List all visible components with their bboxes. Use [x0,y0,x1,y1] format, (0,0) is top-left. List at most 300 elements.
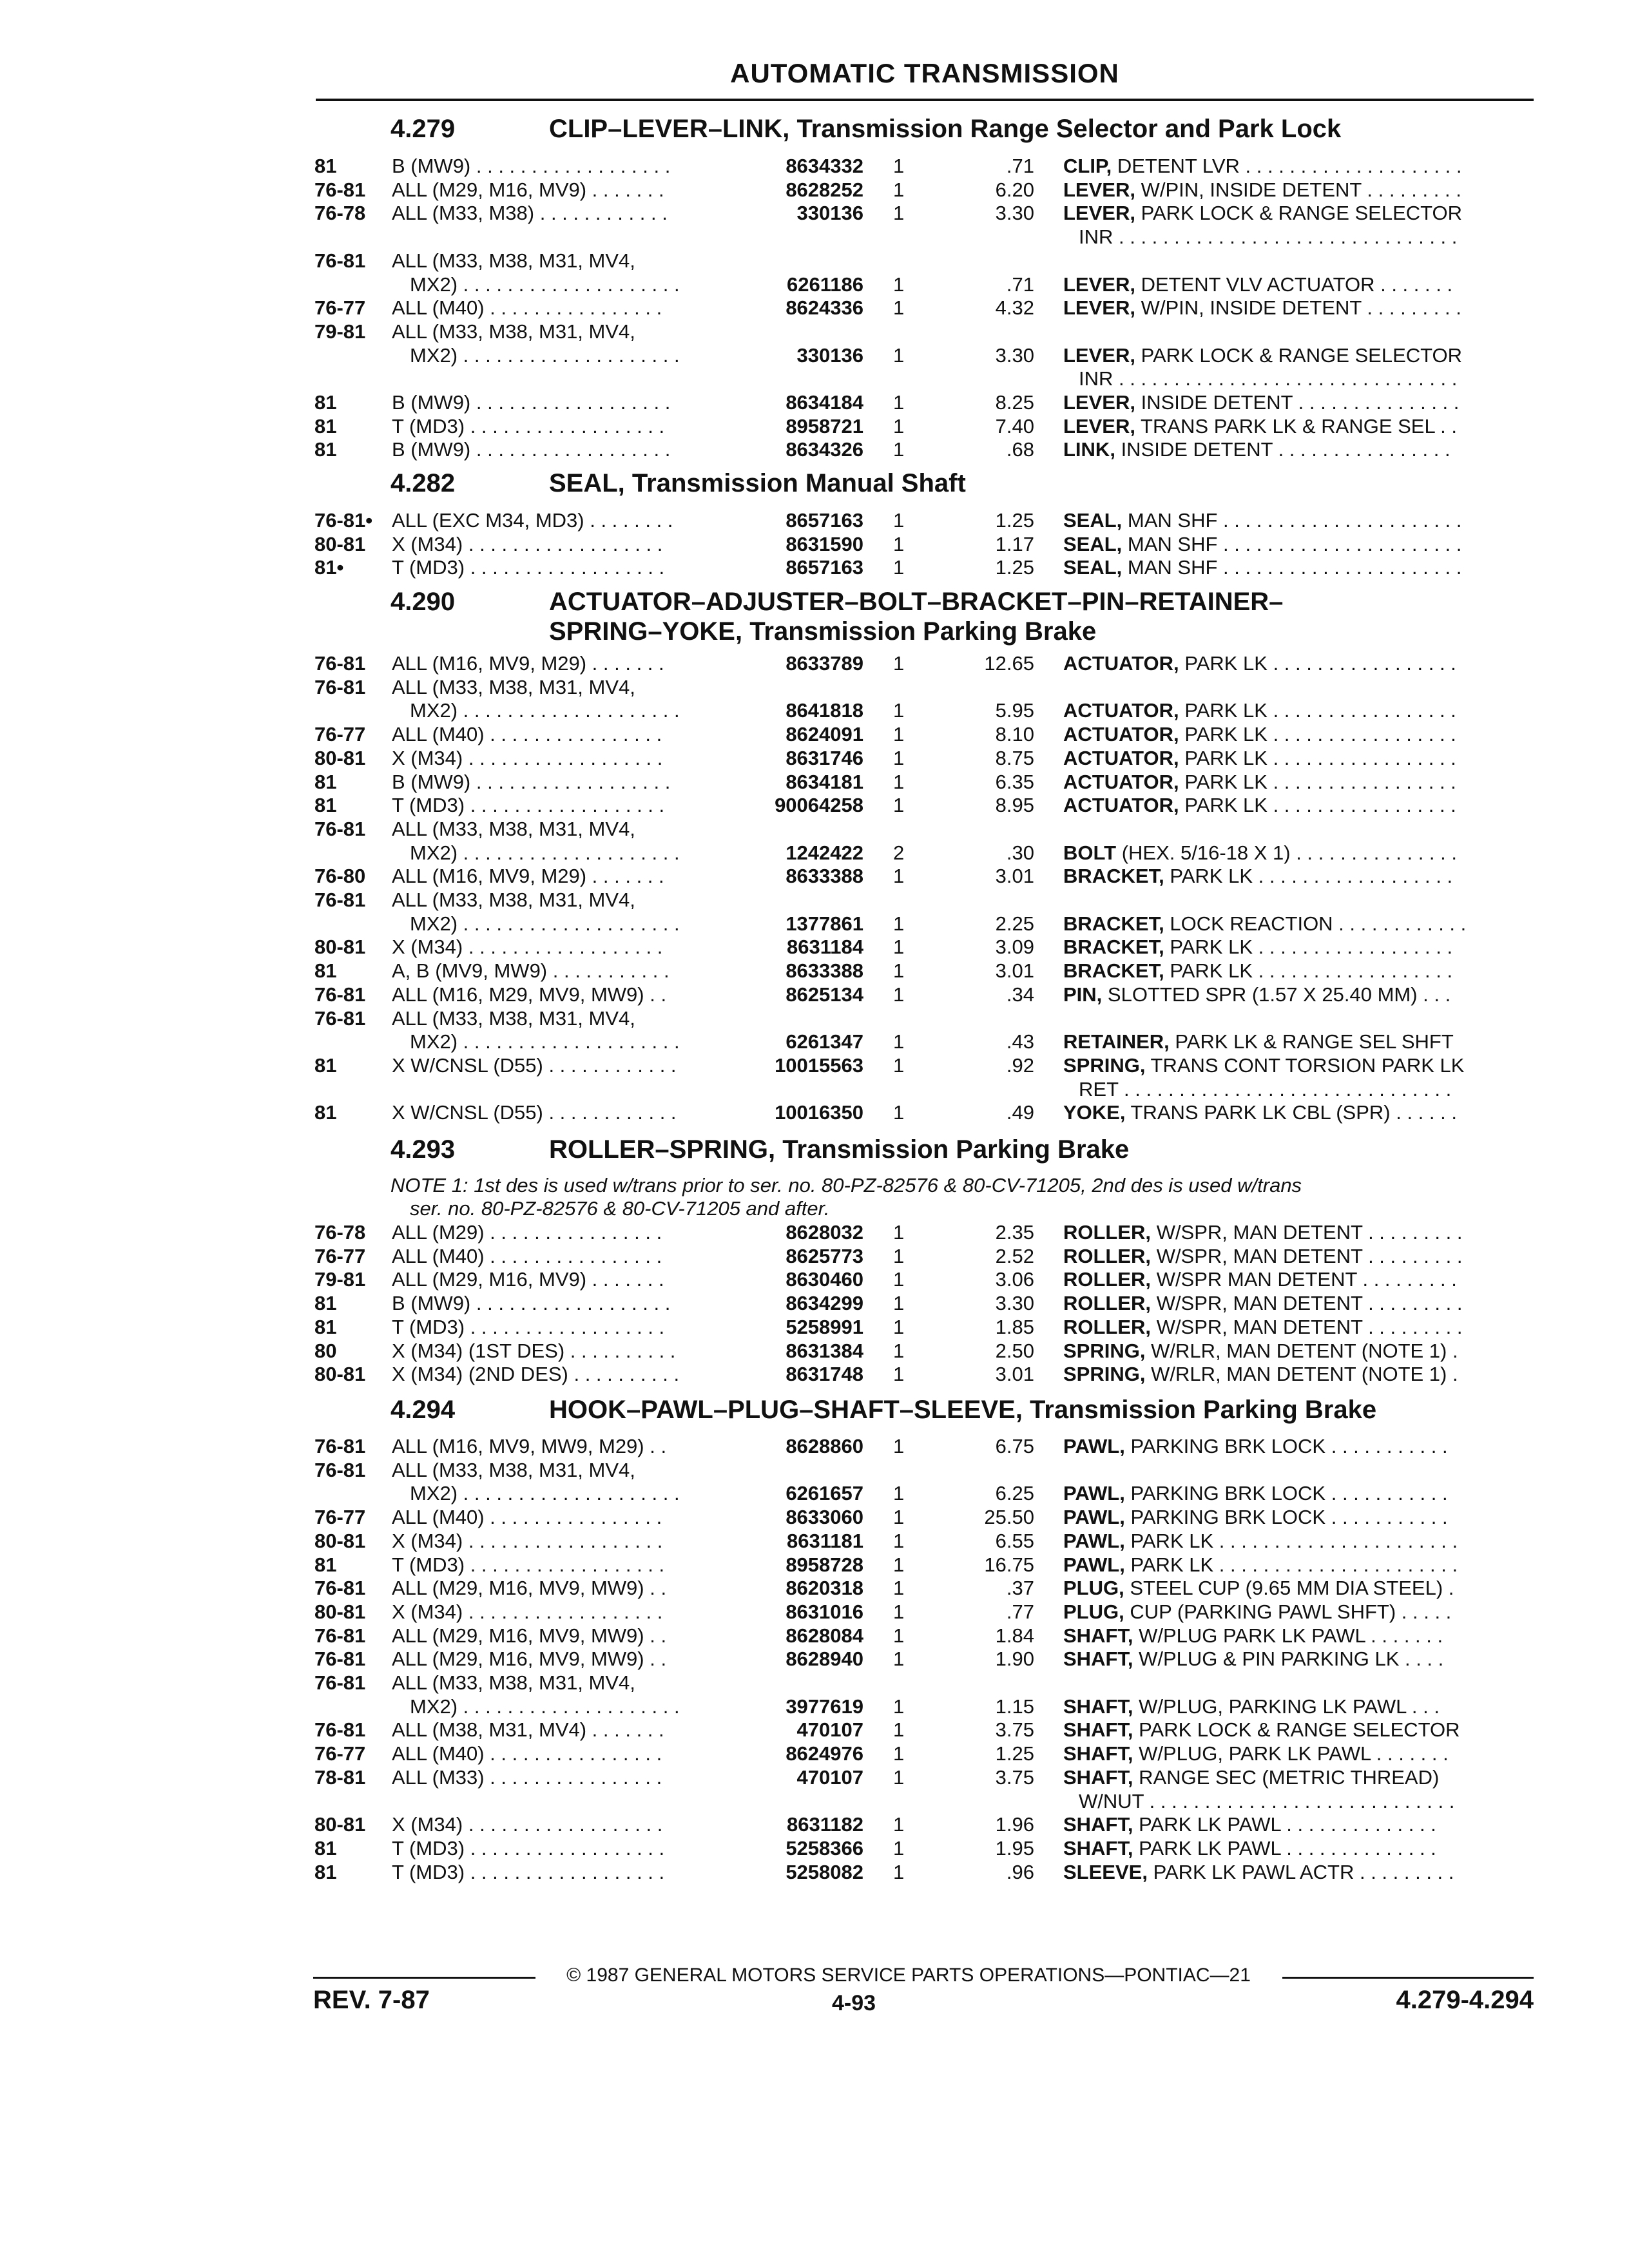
model-year: 81 [314,1053,337,1077]
application: T (MD3) . . . . . . . . . . . . . . . . . . [392,1315,665,1338]
section-number: 4.282 [390,469,456,497]
part-name: PIN, [1063,983,1103,1006]
application: T (MD3) . . . . . . . . . . . . . . . . . . [392,1860,665,1883]
section-note: NOTE 1: 1st des is used w/trans prior to ser. no. 80-PZ-82576 & 80-CV-71205, 2nd des is used w/trans [390,1174,1302,1196]
quantity: 1 [893,746,905,769]
part-name: PAWL, [1063,1553,1125,1576]
part-detail: PARK LK PAWL . . . . . . . . . . . . . . [1139,1813,1436,1836]
price: 1.90 [995,1648,1034,1671]
application: ALL (M33, M38, M31, MV4, [392,889,635,911]
part-name: PAWL, [1063,1435,1125,1457]
part-number: 8958721 [786,414,863,437]
model-year: 78-81 [314,1765,366,1789]
application: MX2) . . . . . . . . . . . . . . . . . . . . [410,841,680,864]
part-name: ROLLER, [1063,1221,1152,1244]
quantity: 1 [893,1813,905,1836]
application: ALL (M29, M16, MV9, MW9) . . [392,1648,667,1671]
quantity: 1 [893,155,905,177]
application: MX2) . . . . . . . . . . . . . . . . . . . . [410,912,680,935]
part-description [1063,936,1522,959]
part-number: 8628940 [786,1648,863,1671]
price: 1.96 [995,1813,1034,1836]
parts-row [0,1600,1629,1624]
application: ALL (M33, M38, M31, MV4, [392,249,635,272]
part-name: LEVER, [1063,391,1135,414]
application: A, B (MV9, MW9) . . . . . . . . . . . [392,959,670,983]
quantity: 1 [893,343,905,367]
price: 6.75 [995,1435,1034,1457]
quantity: 1 [893,1506,905,1529]
model-year: 81 [314,770,337,793]
part-number: 8641818 [786,699,863,722]
price: 1.95 [995,1836,1034,1860]
application: ALL (M38, M31, MV4) . . . . . . . [392,1718,664,1742]
parts-row [0,178,1629,202]
parts-row [0,699,1629,722]
part-name: PLUG, [1063,1577,1124,1600]
part-number: 1242422 [786,841,863,864]
price: .34 [1006,983,1034,1006]
part-description [1079,1790,1522,1813]
parts-row [0,249,1629,273]
application: X (M34) . . . . . . . . . . . . . . . . . . [392,1529,663,1552]
part-detail: PARK LK . . . . . . . . . . . . . . . . . [1184,699,1456,722]
part-description [1063,771,1522,794]
part-name: LEVER, [1063,202,1135,225]
application: B (MW9) . . . . . . . . . . . . . . . . . . [392,770,671,793]
application: MX2) . . . . . . . . . . . . . . . . . . . . [410,699,680,722]
part-number: 8620318 [786,1577,863,1600]
quantity: 1 [893,1101,905,1124]
part-detail: INR . . . . . . . . . . . . . . . . . . . . . . . . . . . . . . . [1079,226,1458,249]
quantity: 1 [893,273,905,296]
part-name: SHAFT, [1063,1765,1133,1789]
model-year: 81 [314,1553,337,1576]
parts-row [0,1766,1629,1789]
part-name: LINK, [1063,438,1115,461]
part-detail: PARKING BRK LOCK . . . . . . . . . . . [1130,1506,1448,1529]
parts-row [0,794,1629,817]
part-detail: W/RLR, MAN DETENT (NOTE 1) . [1151,1363,1458,1386]
quantity: 1 [893,983,905,1006]
section-number: 4.279 [390,115,456,143]
model-year: 76-77 [314,723,366,746]
part-description [1063,1742,1522,1765]
part-name: ACTUATOR, [1063,723,1179,746]
part-description [1063,1221,1522,1244]
footer-copyright: © 1987 GENERAL MOTORS SERVICE PARTS OPERATIONS—PONTIAC—21 [566,1965,1251,1986]
application: X (M34) . . . . . . . . . . . . . . . . . . [392,532,663,555]
part-number: 8633060 [786,1506,863,1529]
price: .37 [1006,1577,1034,1600]
model-year: 76-81 [314,1006,366,1030]
model-year: 79-81 [314,320,366,343]
quantity: 2 [893,841,905,864]
part-detail: W/PLUG, PARKING LK PAWL . . . [1139,1695,1440,1718]
part-detail: PARK LOCK & RANGE SELECTOR [1141,202,1463,225]
price: 1.17 [995,532,1034,555]
quantity: 1 [893,509,905,532]
part-detail: PARK LK . . . . . . . . . . . . . . . . . [1184,770,1456,793]
application: B (MW9) . . . . . . . . . . . . . . . . . . [392,1292,671,1315]
model-year: 76-81 [314,1435,366,1457]
price: .77 [1006,1600,1034,1623]
part-detail: CUP (PARKING PAWL SHFT) . . . . . [1130,1600,1452,1623]
part-name: LEVER, [1063,343,1135,367]
part-description [1063,1292,1522,1315]
part-detail: PARK LK . . . . . . . . . . . . . . . . . . . . . . [1130,1553,1458,1576]
part-description [1063,1506,1522,1529]
model-year: 76-81 [314,652,366,675]
quantity: 1 [893,723,905,746]
part-description [1063,1600,1522,1624]
part-number: 90064258 [775,794,863,817]
application: X (M34) . . . . . . . . . . . . . . . . . . [392,1813,663,1836]
price: 2.50 [995,1339,1034,1362]
model-year: 76-77 [314,1244,366,1267]
parts-row [0,556,1629,579]
part-description [1063,438,1522,461]
application: ALL (M33, M38) . . . . . . . . . . . . [392,202,668,225]
part-name: ACTUATOR, [1063,770,1179,793]
part-number: 8631590 [786,532,863,555]
model-year: 76-81 [314,1458,366,1481]
model-year: 76-81 [314,1671,366,1694]
application: ALL (M16, MV9, M29) . . . . . . . [392,652,664,675]
part-number: 10016350 [775,1101,863,1124]
part-name: ROLLER, [1063,1292,1152,1315]
part-number: 8631748 [786,1363,863,1386]
model-year: 76-81 [314,1648,366,1671]
application: ALL (M33, M38, M31, MV4, [392,817,635,840]
parts-row [0,1459,1629,1482]
part-name: PAWL, [1063,1482,1125,1505]
application: X (M34) (1ST DES) . . . . . . . . . . [392,1339,676,1362]
price: 8.25 [995,391,1034,414]
part-description [1063,1363,1522,1386]
part-number: 6261186 [787,273,863,296]
part-description [1063,1861,1522,1884]
price: 3.01 [995,959,1034,983]
part-description [1063,1695,1522,1718]
part-number: 8631182 [787,1813,863,1836]
quantity: 1 [893,1742,905,1765]
part-name: ACTUATOR, [1063,746,1179,769]
part-name: BRACKET, [1063,912,1164,935]
quantity: 1 [893,936,905,959]
part-description [1079,226,1522,249]
application: MX2) . . . . . . . . . . . . . . . . . . . . [410,343,680,367]
price: 3.30 [995,343,1034,367]
section-name: ROLLER–SPRING, Transmission Parking Brake [549,1135,1130,1164]
quantity: 1 [893,1718,905,1742]
part-name: PAWL, [1063,1529,1125,1552]
parts-row [0,1363,1629,1386]
quantity: 1 [893,1553,905,1576]
price: 1.15 [995,1695,1034,1718]
part-detail: W/PLUG, PARK LK PAWL . . . . . . . [1139,1742,1449,1765]
parts-row [0,1553,1629,1577]
model-year: 80-81 [314,532,366,555]
part-detail: PARK LK PAWL . . . . . . . . . . . . . . [1139,1836,1436,1860]
part-name: BOLT [1063,841,1117,864]
part-number: 6261657 [786,1482,863,1505]
parts-row [0,155,1629,178]
application: ALL (M33, M38, M31, MV4, [392,1671,635,1694]
part-description [1063,652,1522,675]
price: 2.52 [995,1244,1034,1267]
application: ALL (M40) . . . . . . . . . . . . . . . . [392,1506,662,1529]
parts-row [0,936,1629,959]
part-description [1063,1577,1522,1600]
part-name: ROLLER, [1063,1244,1152,1267]
part-description [1063,1030,1522,1053]
part-name: YOKE, [1063,1101,1126,1124]
part-description [1063,1718,1522,1742]
quantity: 1 [893,1529,905,1552]
quantity: 1 [893,438,905,461]
price: .30 [1006,841,1034,864]
parts-row [0,1078,1629,1101]
section-number: 4.290 [390,588,456,616]
part-name: SHAFT, [1063,1742,1133,1765]
application: ALL (M33, M38, M31, MV4, [392,1006,635,1030]
part-name: SHAFT, [1063,1624,1133,1647]
part-number: 3977619 [786,1695,863,1718]
price: 3.06 [995,1268,1034,1291]
part-number: 8628860 [786,1435,863,1457]
parts-row [0,1813,1629,1836]
part-number: 8630460 [786,1268,863,1291]
section-number: 4.294 [390,1396,456,1424]
model-year: 76-81 [314,1577,366,1600]
model-year: 76-77 [314,1742,366,1765]
part-name: SHAFT, [1063,1813,1133,1836]
part-number: 8633388 [786,959,863,983]
model-year: 76-81 [314,1624,366,1647]
application: ALL (M16, MV9, M29) . . . . . . . [392,865,664,888]
quantity: 1 [893,1244,905,1267]
part-detail: W/SPR MAN DETENT . . . . . . . . . [1156,1268,1457,1291]
model-year: 76-77 [314,296,366,320]
application: T (MD3) . . . . . . . . . . . . . . . . . . [392,794,665,817]
part-name: SHAFT, [1063,1718,1133,1742]
part-description [1063,1813,1522,1836]
part-detail: PARK LK & RANGE SEL SHFT [1175,1030,1454,1053]
parts-row [0,1101,1629,1124]
model-year: 80-81 [314,1529,366,1552]
model-year: 81 [314,414,337,437]
part-description [1063,912,1522,936]
part-name: SPRING, [1063,1363,1146,1386]
part-description [1063,747,1522,770]
price: .92 [1006,1053,1034,1077]
price: 3.30 [995,202,1034,225]
part-number: 8624336 [786,296,863,320]
part-description [1063,1245,1522,1268]
quantity: 1 [893,1577,905,1600]
part-detail: PARK LK . . . . . . . . . . . . . . . . . [1184,746,1456,769]
application: MX2) . . . . . . . . . . . . . . . . . . . . [410,273,680,296]
part-detail: PARK LOCK & RANGE SELECTOR [1139,1718,1460,1742]
model-year: 76-81 [314,817,366,840]
price: 3.01 [995,1363,1034,1386]
part-detail: PARK LK . . . . . . . . . . . . . . . . . [1184,652,1456,675]
footer-page-number: 4-93 [831,1991,876,2015]
parts-row [0,367,1629,390]
part-description [1063,841,1522,865]
part-name: BRACKET, [1063,865,1164,888]
part-number: 8631384 [786,1339,863,1362]
parts-row [0,1221,1629,1244]
quantity: 1 [893,1482,905,1505]
part-name: SLEEVE, [1063,1860,1148,1883]
parts-row [0,1482,1629,1505]
quantity: 1 [893,912,905,935]
quantity: 1 [893,1030,905,1053]
part-name: ACTUATOR, [1063,699,1179,722]
model-year: 76-81 [314,889,366,911]
part-number: 8657163 [786,556,863,579]
application: ALL (M40) . . . . . . . . . . . . . . . . [392,296,662,320]
part-description [1063,1624,1522,1648]
price: 7.40 [995,414,1034,437]
part-number: 8628084 [786,1624,863,1647]
application: B (MW9) . . . . . . . . . . . . . . . . . . [392,438,671,461]
part-description [1063,556,1522,579]
model-year: 80-81 [314,1600,366,1623]
parts-row [0,344,1629,367]
price: 3.75 [995,1765,1034,1789]
part-description [1063,794,1522,817]
model-year: 76-81 [314,249,366,272]
part-number: 330136 [796,343,863,367]
part-detail: INSIDE DETENT . . . . . . . . . . . . . . . . [1121,438,1451,461]
part-description [1063,296,1522,320]
part-detail: PARK LK . . . . . . . . . . . . . . . . . . [1170,959,1453,983]
application: B (MW9) . . . . . . . . . . . . . . . . . . [392,391,671,414]
application: T (MD3) . . . . . . . . . . . . . . . . . . [392,1836,665,1860]
part-detail: TRANS CONT TORSION PARK LK [1150,1053,1465,1077]
application: ALL (M33, M38, M31, MV4, [392,675,635,698]
quantity: 1 [893,794,905,817]
part-description [1063,1316,1522,1339]
parts-row [0,912,1629,936]
model-year: 81 [314,1836,337,1860]
model-year: 80-81 [314,1363,366,1386]
model-year: 80 [314,1339,337,1362]
parts-row [0,296,1629,320]
parts-row [0,1648,1629,1671]
quantity: 1 [893,1600,905,1623]
part-number: 8625773 [786,1244,863,1267]
part-detail: W/SPR, MAN DETENT . . . . . . . . . [1156,1244,1463,1267]
price: 1.25 [995,556,1034,579]
part-name: LEVER, [1063,414,1135,437]
model-year: 81 [314,794,337,817]
parts-row [0,1695,1629,1718]
model-year: 79-81 [314,1268,366,1291]
application: X (M34) (2ND DES) . . . . . . . . . . [392,1363,680,1386]
application: ALL (M40) . . . . . . . . . . . . . . . . [392,1244,662,1267]
application: ALL (M29, M16, MV9) . . . . . . . [392,178,664,201]
parts-row [0,1030,1629,1053]
part-description [1063,959,1522,983]
application: B (MW9) . . . . . . . . . . . . . . . . . . [392,155,671,177]
application: ALL (M16, MV9, MW9, M29) . . [392,1435,667,1457]
model-year: 76-81 [314,178,366,201]
part-number: 5258991 [786,1315,863,1338]
part-detail: STEEL CUP (9.65 MM DIA STEEL) . [1130,1577,1454,1600]
application: ALL (EXC M34, MD3) . . . . . . . . [392,509,673,532]
part-detail: PARKING BRK LOCK . . . . . . . . . . . [1130,1435,1448,1457]
part-name: ROLLER, [1063,1315,1152,1338]
price: .96 [1006,1860,1034,1883]
section-name: SEAL, Transmission Manual Shaft [549,469,966,497]
part-name: BRACKET, [1063,959,1164,983]
quantity: 1 [893,1053,905,1077]
part-name: SPRING, [1063,1053,1146,1077]
part-detail: PARK LK . . . . . . . . . . . . . . . . . . [1170,865,1453,888]
quantity: 1 [893,1315,905,1338]
part-name: SEAL, [1063,556,1123,579]
quantity: 1 [893,1339,905,1362]
part-description [1063,1435,1522,1458]
part-detail: W/PLUG & PIN PARKING LK . . . . [1139,1648,1444,1671]
part-name: ROLLER, [1063,1268,1152,1291]
part-description [1063,155,1522,178]
part-number: 470107 [796,1765,863,1789]
parts-row [0,1624,1629,1648]
section-name: HOOK–PAWL–PLUG–SHAFT–SLEEVE, Transmission Parking Brake [549,1396,1377,1424]
price: 3.30 [995,1292,1034,1315]
parts-row [0,1671,1629,1695]
price: 16.75 [984,1553,1034,1576]
part-name: LEVER, [1063,296,1135,320]
part-number: 8631181 [787,1529,863,1552]
part-detail: PARK LOCK & RANGE SELECTOR [1141,343,1463,367]
part-number: 8628032 [786,1221,863,1244]
quantity: 1 [893,1765,905,1789]
part-description [1063,344,1522,367]
quantity: 1 [893,959,905,983]
part-name: BRACKET, [1063,936,1164,959]
part-name: CLIP, [1063,155,1112,177]
part-number: 8625134 [786,983,863,1006]
part-description [1063,699,1522,722]
part-number: 8631184 [787,936,863,959]
parts-row [0,273,1629,296]
quantity: 1 [893,770,905,793]
parts-row [0,391,1629,414]
part-description [1063,1553,1522,1577]
quantity: 1 [893,391,905,414]
part-description [1079,367,1522,390]
application: ALL (M16, M29, MV9, MW9) . . [392,983,667,1006]
part-detail: W/SPR, MAN DETENT . . . . . . . . . [1156,1221,1463,1244]
model-year: 81 [314,1101,337,1124]
model-year: 76-81• [314,509,373,532]
part-number: 8631016 [786,1600,863,1623]
part-detail: (HEX. 5/16-18 X 1) . . . . . . . . . . . . . . . [1121,841,1457,864]
application: T (MD3) . . . . . . . . . . . . . . . . . . [392,414,665,437]
price: 4.32 [995,296,1034,320]
part-detail: PARK LK . . . . . . . . . . . . . . . . . . . . . . [1130,1529,1458,1552]
parts-row [0,1506,1629,1529]
part-number: 8633789 [786,652,863,675]
quantity: 1 [893,1695,905,1718]
part-description [1063,1482,1522,1505]
